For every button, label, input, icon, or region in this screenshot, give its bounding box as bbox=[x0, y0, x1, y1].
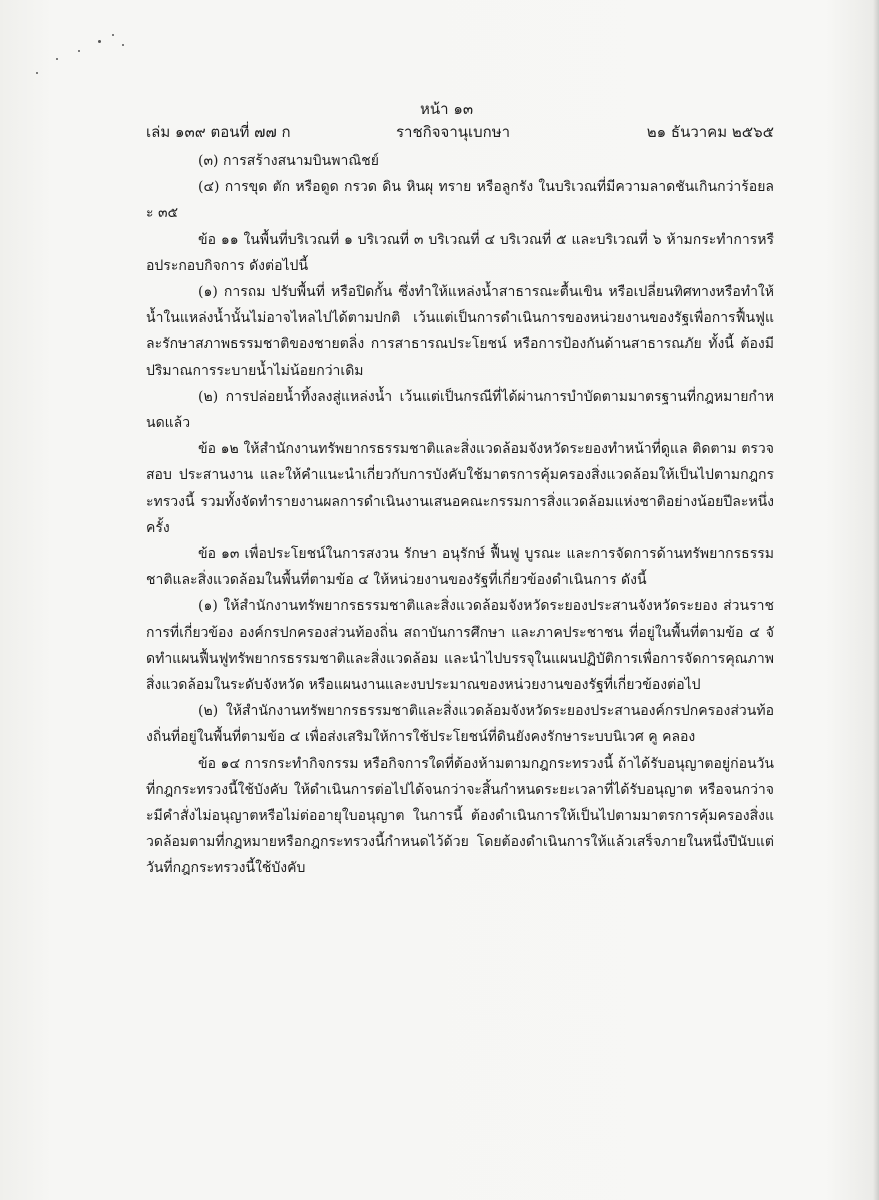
paragraph: ข้อ ๑๔ การกระทำกิจกรรม หรือกิจการใดที่ต้องห้ามตามกฎกระทรวงนี้ ถ้าได้รับอนุญาตอยู่ก่อนวันที่กฎกระทรวงนี้ใช้บังคับ ให้ดำเนินการต่อไปได้จนกว่าจะสิ้นกำหนดระยะเวลาที่ได้รับอนุญาต หรือจนกว่าจะมีคำสั่งไม่อนุญาตหรือไม่ต่ออายุใบอนุญาต ในการนี้ ต้องดำเนินการให้เป็นไปตามมาตรการคุ้มครองสิ่งแวดล้อมตามที่กฎหมายหรือกฎกระทรวงนี้กำหนดไว้ด้วย โดยต้องดำเนินการให้แล้วเสร็จภายในหนึ่งปีนับแต่วันที่กฎกระทรวงนี้ใช้บังคับ bbox=[146, 755, 774, 877]
publication-date: ๒๑ ธันวาคม ๒๕๖๕ bbox=[646, 123, 774, 141]
paragraph: ข้อ ๑๑ ในพื้นที่บริเวณที่ ๑ บริเวณที่ ๓ บริเวณที่ ๔ บริเวณที่ ๕ และบริเวณที่ ๖ ห้ามกระทำการหรือประกอบกิจการ ดังต่อไปนี้ bbox=[146, 231, 774, 274]
scan-edge-shadow bbox=[873, 0, 879, 1200]
paragraph: (๑) ให้สำนักงานทรัพยากรธรรมชาติและสิ่งแวดล้อมจังหวัดระยองประสานจังหวัดระยอง ส่วนราชการที่เกี่ยวข้อง องค์กรปกครองส่วนท้องถิ่น สถาบันการศึกษา และภาคประชาชน ที่อยู่ในพื้นที่ตามข้อ ๔ จัดทำแผนฟื้นฟูทรัพยากรธรรมชาติและสิ่งแวดล้อม และนำไปบรรจุในแผนปฏิบัติการเพื่อการจัดการคุณภาพสิ่งแวดล้อมในระดับจังหวัด หรือแผนงานและงบประมาณของหน่วยงานของรัฐที่เกี่ยวข้องต่อไป bbox=[146, 598, 774, 694]
paragraph: ข้อ ๑๓ เพื่อประโยชน์ในการสงวน รักษา อนุรักษ์ ฟื้นฟู บูรณะ และการจัดการด้านทรัพยากรธรรมชาติและสิ่งแวดล้อมในพื้นที่ตามข้อ ๔ ให้หน่วยงานของรัฐที่เกี่ยวข้องดำเนินการ ดังนี้ bbox=[146, 546, 774, 589]
scan-speck bbox=[112, 34, 114, 36]
document-body bbox=[146, 148, 774, 882]
scan-speck bbox=[56, 58, 58, 60]
scan-speck bbox=[98, 40, 101, 43]
paragraph: (๑) การถม ปรับพื้นที่ หรือปิดกั้น ซึ่งทำให้แหล่งน้ำสาธารณะตื้นเขิน หรือเปลี่ยนทิศทางหรือทำให้น้ำในแหล่งน้ำนั้นไม่อาจไหลไปได้ตามปกติ เว้นแต่เป็นการดำเนินการของหน่วยงานของรัฐเพื่อการฟื้นฟูและรักษาสภาพธรรมชาติของชายตลิ่ง การสาธารณประโยชน์ หรือการป้องกันด้านสาธารณภัย ทั้งนี้ ต้องมีปริมาณการระบายน้ำไม่น้อยกว่าเดิม bbox=[146, 284, 774, 379]
volume-issue: เล่ม ๑๓๙ ตอนที่ ๗๗ ก bbox=[146, 123, 291, 141]
paragraph: ข้อ ๑๒ ให้สำนักงานทรัพยากรธรรมชาติและสิ่งแวดล้อมจังหวัดระยองทำหน้าที่ดูแล ติดตาม ตรวจสอบ ประสานงาน และให้คำแนะนำเกี่ยวกับการบังคับใช้มาตรการคุ้มครองสิ่งแวดล้อมให้เป็นไปตามกฎกระทรวงนี้ รวมทั้งจัดทำรายงานผลการดำเนินงานเสนอคณะกรรมการสิ่งแวดล้อมแห่งชาติอย่างน้อยปีละหนึ่งครั้ง bbox=[146, 441, 774, 536]
paragraph: (๓) การสร้างสนามบินพาณิชย์ bbox=[198, 153, 380, 169]
scan-speck bbox=[122, 44, 124, 46]
paragraph: (๒) การปล่อยน้ำทิ้งลงสู่แหล่งน้ำ เว้นแต่เป็นกรณีที่ได้ผ่านการบำบัดตามมาตรฐานที่กฎหมายกำหนดแล้ว bbox=[146, 388, 774, 432]
page-number: หน้า ๑๓ bbox=[420, 100, 474, 118]
scan-speck bbox=[36, 72, 38, 74]
paragraph: (๒) ให้สำนักงานทรัพยากรธรรมชาติและสิ่งแวดล้อมจังหวัดระยองประสานองค์กรปกครองส่วนท้องถิ่นที่อยู่ในพื้นที่ตามข้อ ๔ เพื่อส่งเสริมให้การใช้ประโยชน์ที่ดินยังคงรักษาระบบนิเวศ คู คลอง bbox=[146, 703, 774, 746]
gazette-header bbox=[146, 122, 774, 142]
paragraph: (๔) การขุด ตัก หรือดูด กรวด ดิน หินผุ ทราย หรือลูกรัง ในบริเวณที่มีความลาดชันเกินกว่าร้อยละ ๓๕ bbox=[146, 179, 774, 222]
publication-name: ราชกิจจานุเบกษา bbox=[396, 123, 511, 141]
scan-speck bbox=[78, 50, 80, 52]
